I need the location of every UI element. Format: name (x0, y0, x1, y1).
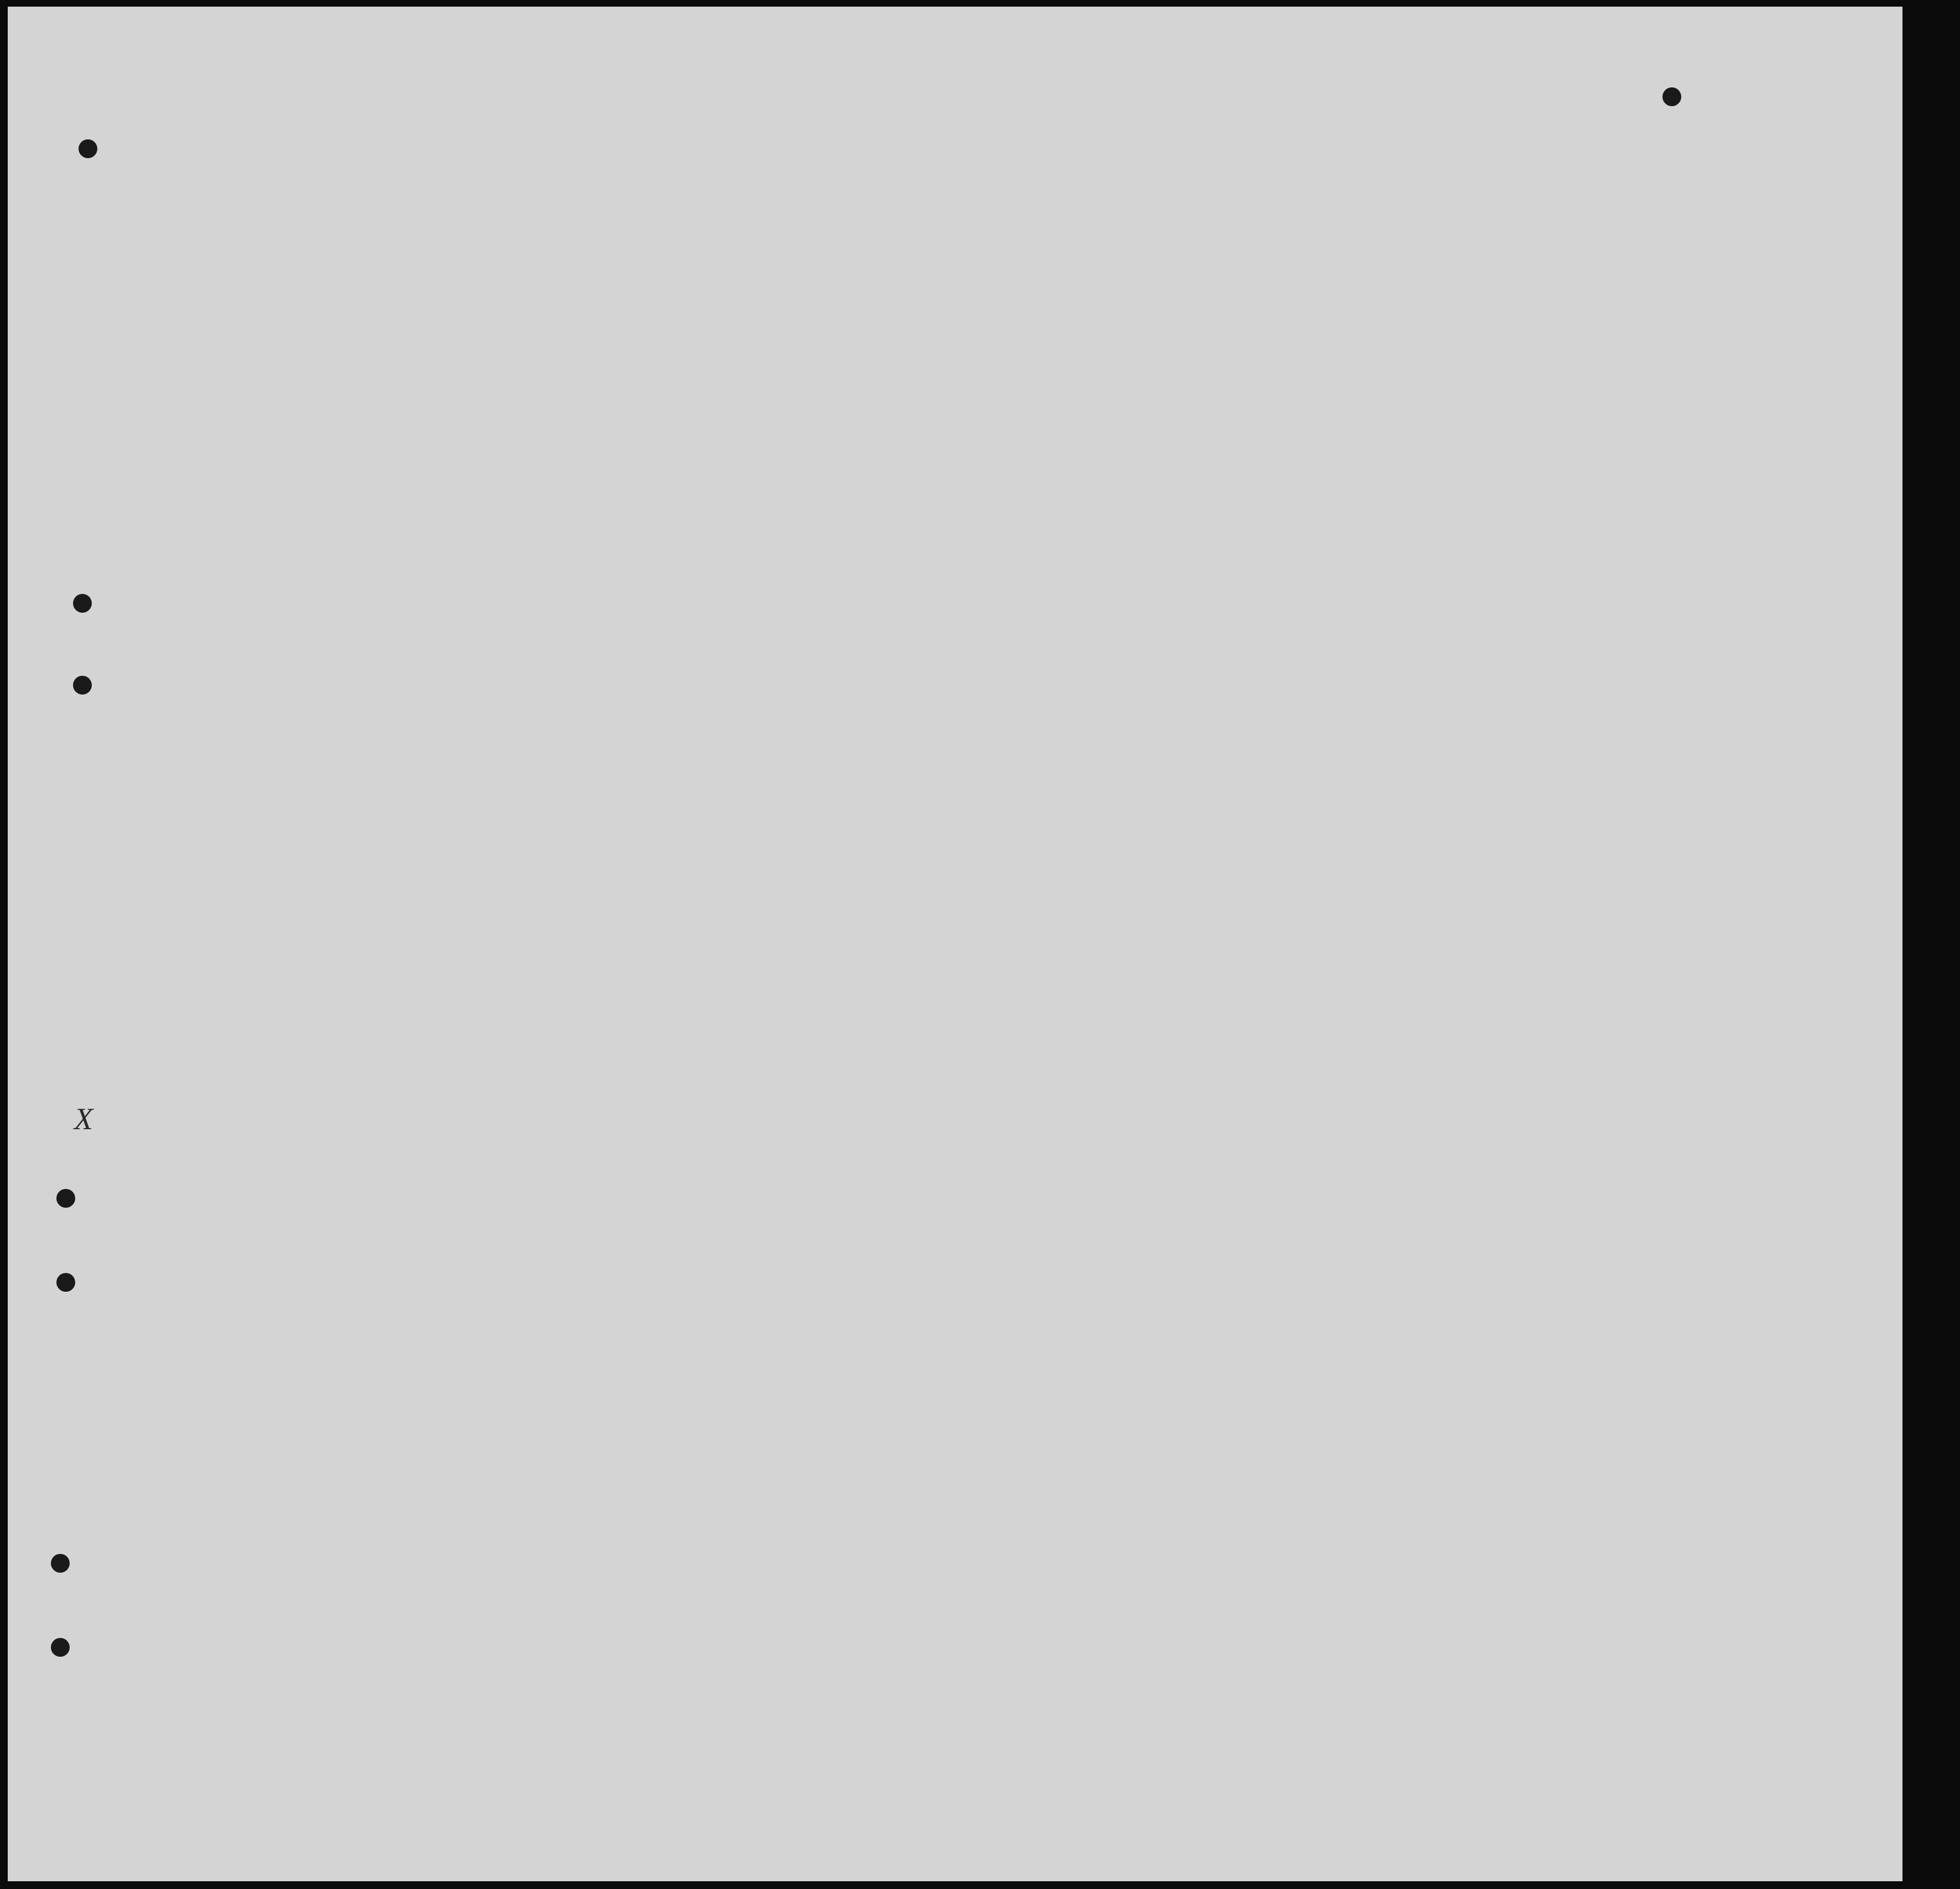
manifest-grid (8, 7, 1902, 1881)
manifest-sheet (8, 7, 1902, 1881)
handwritten-x-mark: X (74, 1102, 93, 1136)
